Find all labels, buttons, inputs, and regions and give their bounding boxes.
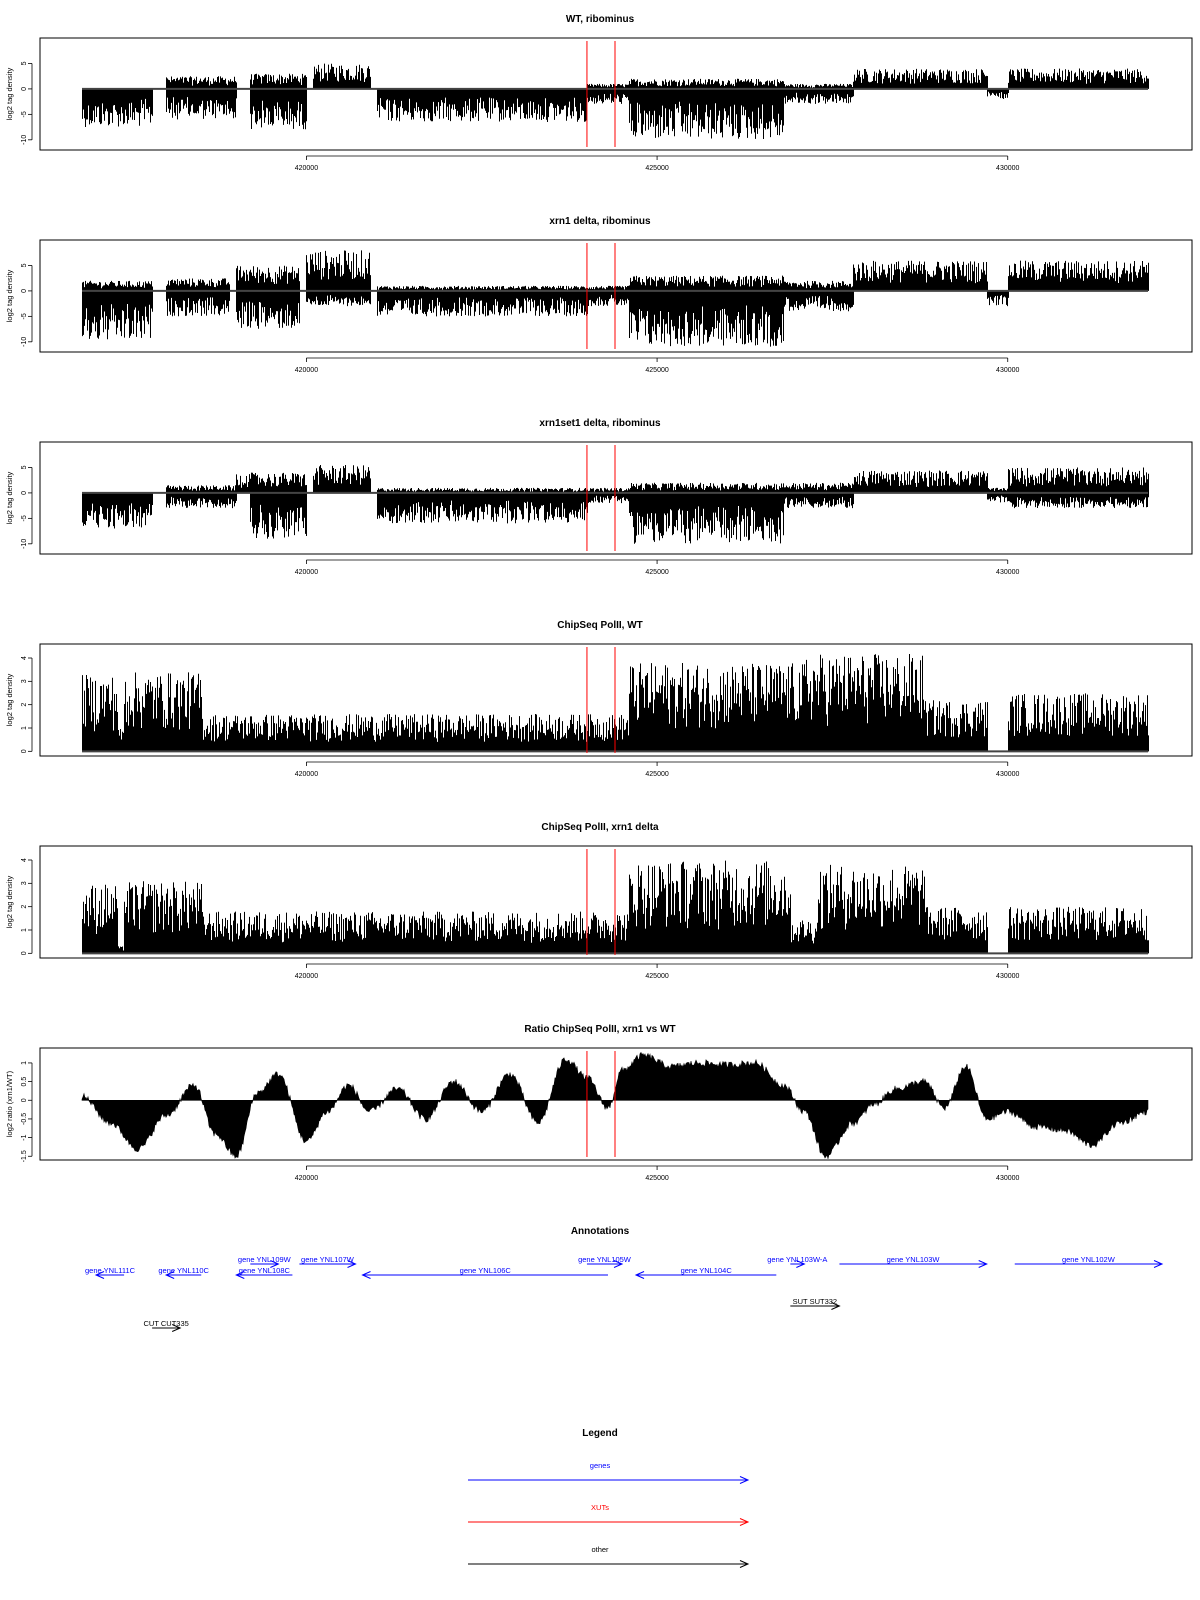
- panel-title: WT, ribominus: [565, 14, 635, 25]
- y-tick-label: -5: [20, 313, 28, 320]
- feature-label: gene YNL110C: [158, 1266, 209, 1275]
- feature-label: gene YNL109W: [237, 1255, 291, 1264]
- feature-label: gene YNL103W-A: [767, 1255, 828, 1264]
- x-tick-label: 420000: [294, 165, 319, 172]
- annotations-title: Annotations: [570, 1226, 630, 1237]
- y-tick-label: 4: [20, 656, 28, 660]
- y-tick-label: 1: [20, 726, 28, 730]
- y-axis-label: log2 ratio (xrn1/WT): [4, 1070, 14, 1138]
- panel-title: Ratio ChipSeq PolII, xrn1 vs WT: [524, 1024, 676, 1035]
- feature-label: gene YNL105W: [578, 1255, 631, 1264]
- legend-label: genes: [589, 1461, 611, 1470]
- y-tick-label: 3: [20, 679, 28, 684]
- y-tick-label: 5: [20, 263, 28, 268]
- x-tick-label: 430000: [996, 165, 1020, 172]
- feature-label: gene YNL103W: [886, 1255, 940, 1264]
- feature-label: gene YNL102W: [1061, 1255, 1115, 1264]
- panel-title: ChipSeq PolII, WT: [557, 620, 643, 631]
- feature-label: gene YNL108C: [238, 1266, 290, 1275]
- x-tick-label: 420000: [294, 973, 319, 980]
- y-tick-label: -10: [20, 134, 28, 145]
- x-tick-label: 430000: [996, 569, 1020, 576]
- x-tick-label: 420000: [294, 569, 319, 576]
- feature-label: gene YNL106C: [459, 1266, 511, 1275]
- x-tick-label: 425000: [645, 1175, 669, 1182]
- y-tick-label: 2: [20, 904, 28, 909]
- x-tick-label: 420000: [294, 367, 319, 374]
- x-tick-label: 430000: [996, 771, 1020, 778]
- y-tick-label: 0.5: [20, 1076, 28, 1087]
- feature-label: CUT CUT335: [143, 1319, 189, 1328]
- legend-label: other: [591, 1545, 609, 1554]
- x-tick-label: 425000: [645, 569, 669, 576]
- panel-title: xrn1 delta, ribominus: [549, 216, 651, 227]
- panel-2: [5, 216, 1192, 374]
- y-tick-label: 2: [20, 702, 28, 707]
- y-tick-label: -10: [20, 336, 28, 347]
- legend-panel: [468, 1428, 748, 1568]
- panel-1: [5, 14, 1192, 172]
- y-tick-label: -0.5: [20, 1112, 28, 1125]
- legend-label: XUTs: [591, 1503, 609, 1512]
- y-tick-label: 5: [20, 61, 28, 66]
- y-tick-label: 0: [20, 490, 28, 495]
- x-tick-label: 425000: [645, 165, 669, 172]
- y-tick-label: -10: [20, 538, 28, 549]
- y-tick-label: 0: [20, 1098, 28, 1103]
- feature-label: SUT SUT332: [792, 1297, 838, 1306]
- y-tick-label: -1: [20, 1134, 28, 1141]
- legend-title: Legend: [582, 1428, 618, 1439]
- y-tick-label: 0: [20, 749, 28, 754]
- y-axis-label: log2 tag density: [4, 875, 14, 929]
- feature-label: gene YNL104C: [680, 1266, 732, 1275]
- y-axis-label: log2 tag density: [4, 471, 14, 525]
- y-axis-label: log2 tag density: [4, 67, 14, 121]
- x-tick-label: 425000: [645, 367, 669, 374]
- y-tick-label: 0: [20, 288, 28, 293]
- panel-title: ChipSeq PolII, xrn1 delta: [541, 822, 659, 833]
- x-tick-label: 430000: [996, 973, 1020, 980]
- legend-arrow: [468, 1519, 748, 1526]
- y-tick-label: -5: [20, 111, 28, 118]
- y-tick-label: 0: [20, 86, 28, 91]
- y-tick-label: 1: [20, 928, 28, 932]
- y-axis-label: log2 tag density: [4, 673, 14, 727]
- y-tick-label: 1: [20, 1060, 28, 1065]
- legend-arrow: [468, 1477, 748, 1484]
- y-tick-label: 3: [20, 881, 28, 886]
- y-tick-label: -1.5: [20, 1150, 28, 1163]
- y-tick-label: 4: [20, 858, 28, 862]
- y-tick-label: 5: [20, 465, 28, 470]
- x-tick-label: 425000: [645, 771, 669, 778]
- feature-label: gene YNL107W: [301, 1255, 354, 1264]
- x-tick-label: 420000: [294, 1175, 319, 1182]
- feature-label: gene YNL111C: [85, 1266, 136, 1275]
- x-tick-label: 430000: [996, 367, 1020, 374]
- x-tick-label: 425000: [645, 973, 669, 980]
- y-tick-label: -5: [20, 515, 28, 522]
- legend-arrow: [468, 1561, 748, 1568]
- y-tick-label: 0: [20, 951, 28, 956]
- x-tick-label: 420000: [294, 771, 319, 778]
- panel-6: [5, 1024, 1192, 1182]
- panel-title: xrn1set1 delta, ribominus: [539, 418, 661, 429]
- panel-4: [5, 620, 1192, 778]
- y-axis-label: log2 tag density: [4, 269, 14, 323]
- x-tick-label: 430000: [996, 1175, 1020, 1182]
- panel-5: [5, 822, 1192, 980]
- panel-3: [5, 418, 1192, 576]
- annotations-panel: [85, 1226, 1162, 1332]
